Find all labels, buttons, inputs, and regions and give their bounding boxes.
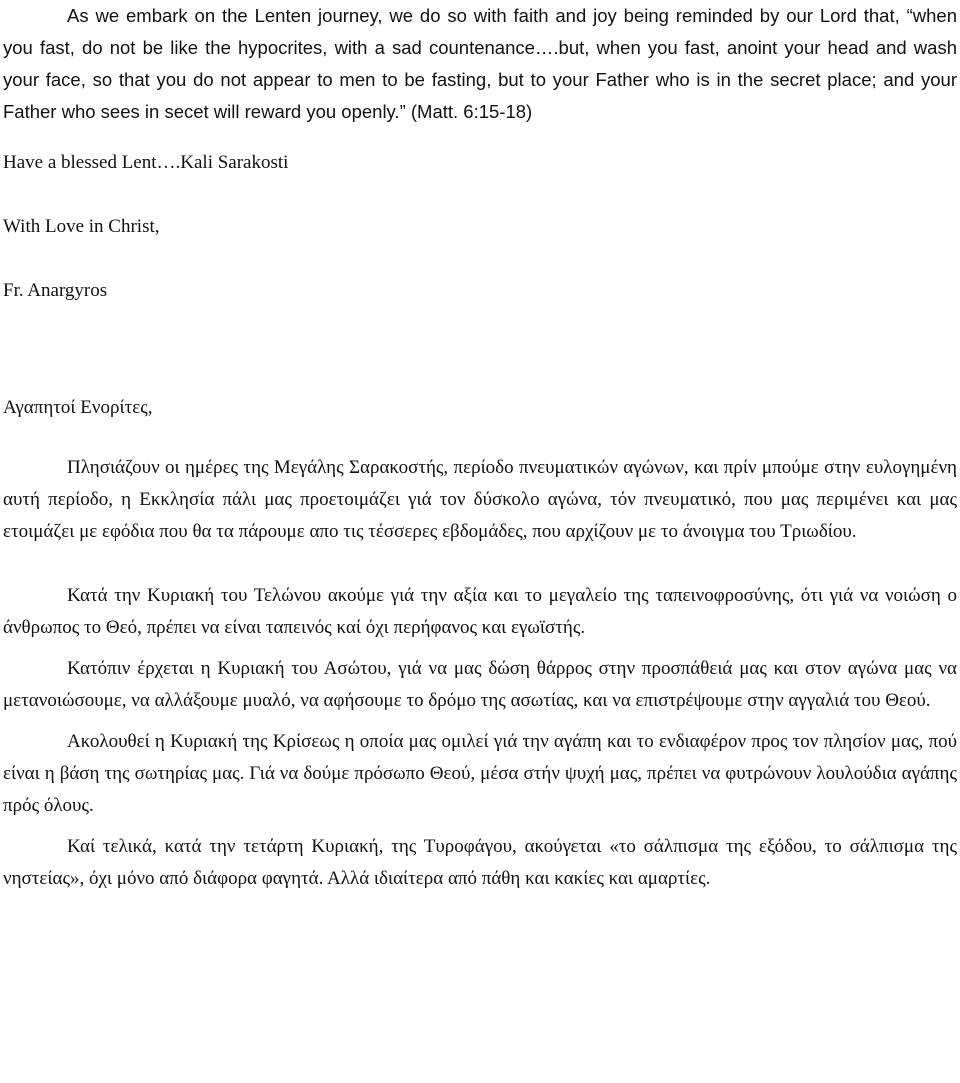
greek-paragraph-5: Καί τελικά, κατά την τετάρτη Κυριακή, της Τυροφάγου, ακούγεται «το σάλπισμα της εξόδου, το σάλπισμα της νηστείας», όχι μόνο από διάφορα φαγητά. Αλλά ιδιαίτερα από πάθη και κακίες και αμαρτίες.: [3, 836, 957, 889]
english-paragraph: As we embark on the Lenten journey, we do so with faith and joy being reminded by our Lord that, “when you fast, do not be like the hypocrites, with a sad countenance….but, when you fast, anoint your head and wash your face, so that you do not appear to men to be fasting, but to your Father who is in the secret place; and your Father who sees in secet will reward you openly.” (Matt. 6:15-18): [3, 5, 957, 122]
greek-paragraph-3: Κατόπιν έρχεται η Κυριακή του Ασώτου, γιά να μας δώση θάρρος στην προσπάθειά μας και στον αγώνα μας να μετανοιώσουμε, να αλλάξουμε μυαλό, να αφήσουμε το δρόμο της ασωτίας, και να επιστρέψουμε στην αγγαλιά του Θεού.: [3, 658, 957, 711]
greek-salutation: Αγαπητοί Ενορίτες,: [3, 397, 153, 418]
signature: Fr. Anargyros: [3, 280, 108, 301]
greek-paragraph-4: Ακολουθεί η Κυριακή της Κρίσεως η οποία μας ομιλεί γιά την αγάπη και το ενδιαφέρον προς τον πλησίον μας, πού είναι η βάση της σωτηρίας μας. Γιά να δούμε πρόσωπο Θεού, μέσα στήν ψυχή μας, πρέπει να φυτρώνουν λουλούδια αγάπης πρός όλους.: [3, 731, 957, 816]
letter-page: [3, 0, 957, 895]
greek-paragraph-2: Κατά την Κυριακή του Τελώνου ακούμε γιά την αξία και το μεγαλείο της ταπεινοφροσύνης, ότι γιά να νοιώση ο άνθρωπος το Θεό, πρέπει να είναι ταπεινός καί όχι περήφανος και εγωϊστής.: [3, 585, 957, 638]
greek-paragraph-1: Πλησιάζουν οι ημέρες της Μεγάλης Σαρακοστής, περίοδο πνευματικών αγώνων, και πρίν μπούμε στην ευλογημένη αυτή περίοδο, η Εκκλησία πάλι μας προετοιμάζει γιά τον δύσκολο αγώνα, τόν πνευματικό, που μας περιμένει και μας ετοιμάζει με εφόδια που θα τα πάρουμε απο τις τέσσερες εβδομάδες, που αρχίζουν με το άνοιγμα του Τριωδίου.: [3, 457, 957, 542]
closing-line: With Love in Christ,: [3, 216, 160, 237]
lent-greeting: Have a blessed Lent….Kali Sarakosti: [3, 152, 289, 173]
